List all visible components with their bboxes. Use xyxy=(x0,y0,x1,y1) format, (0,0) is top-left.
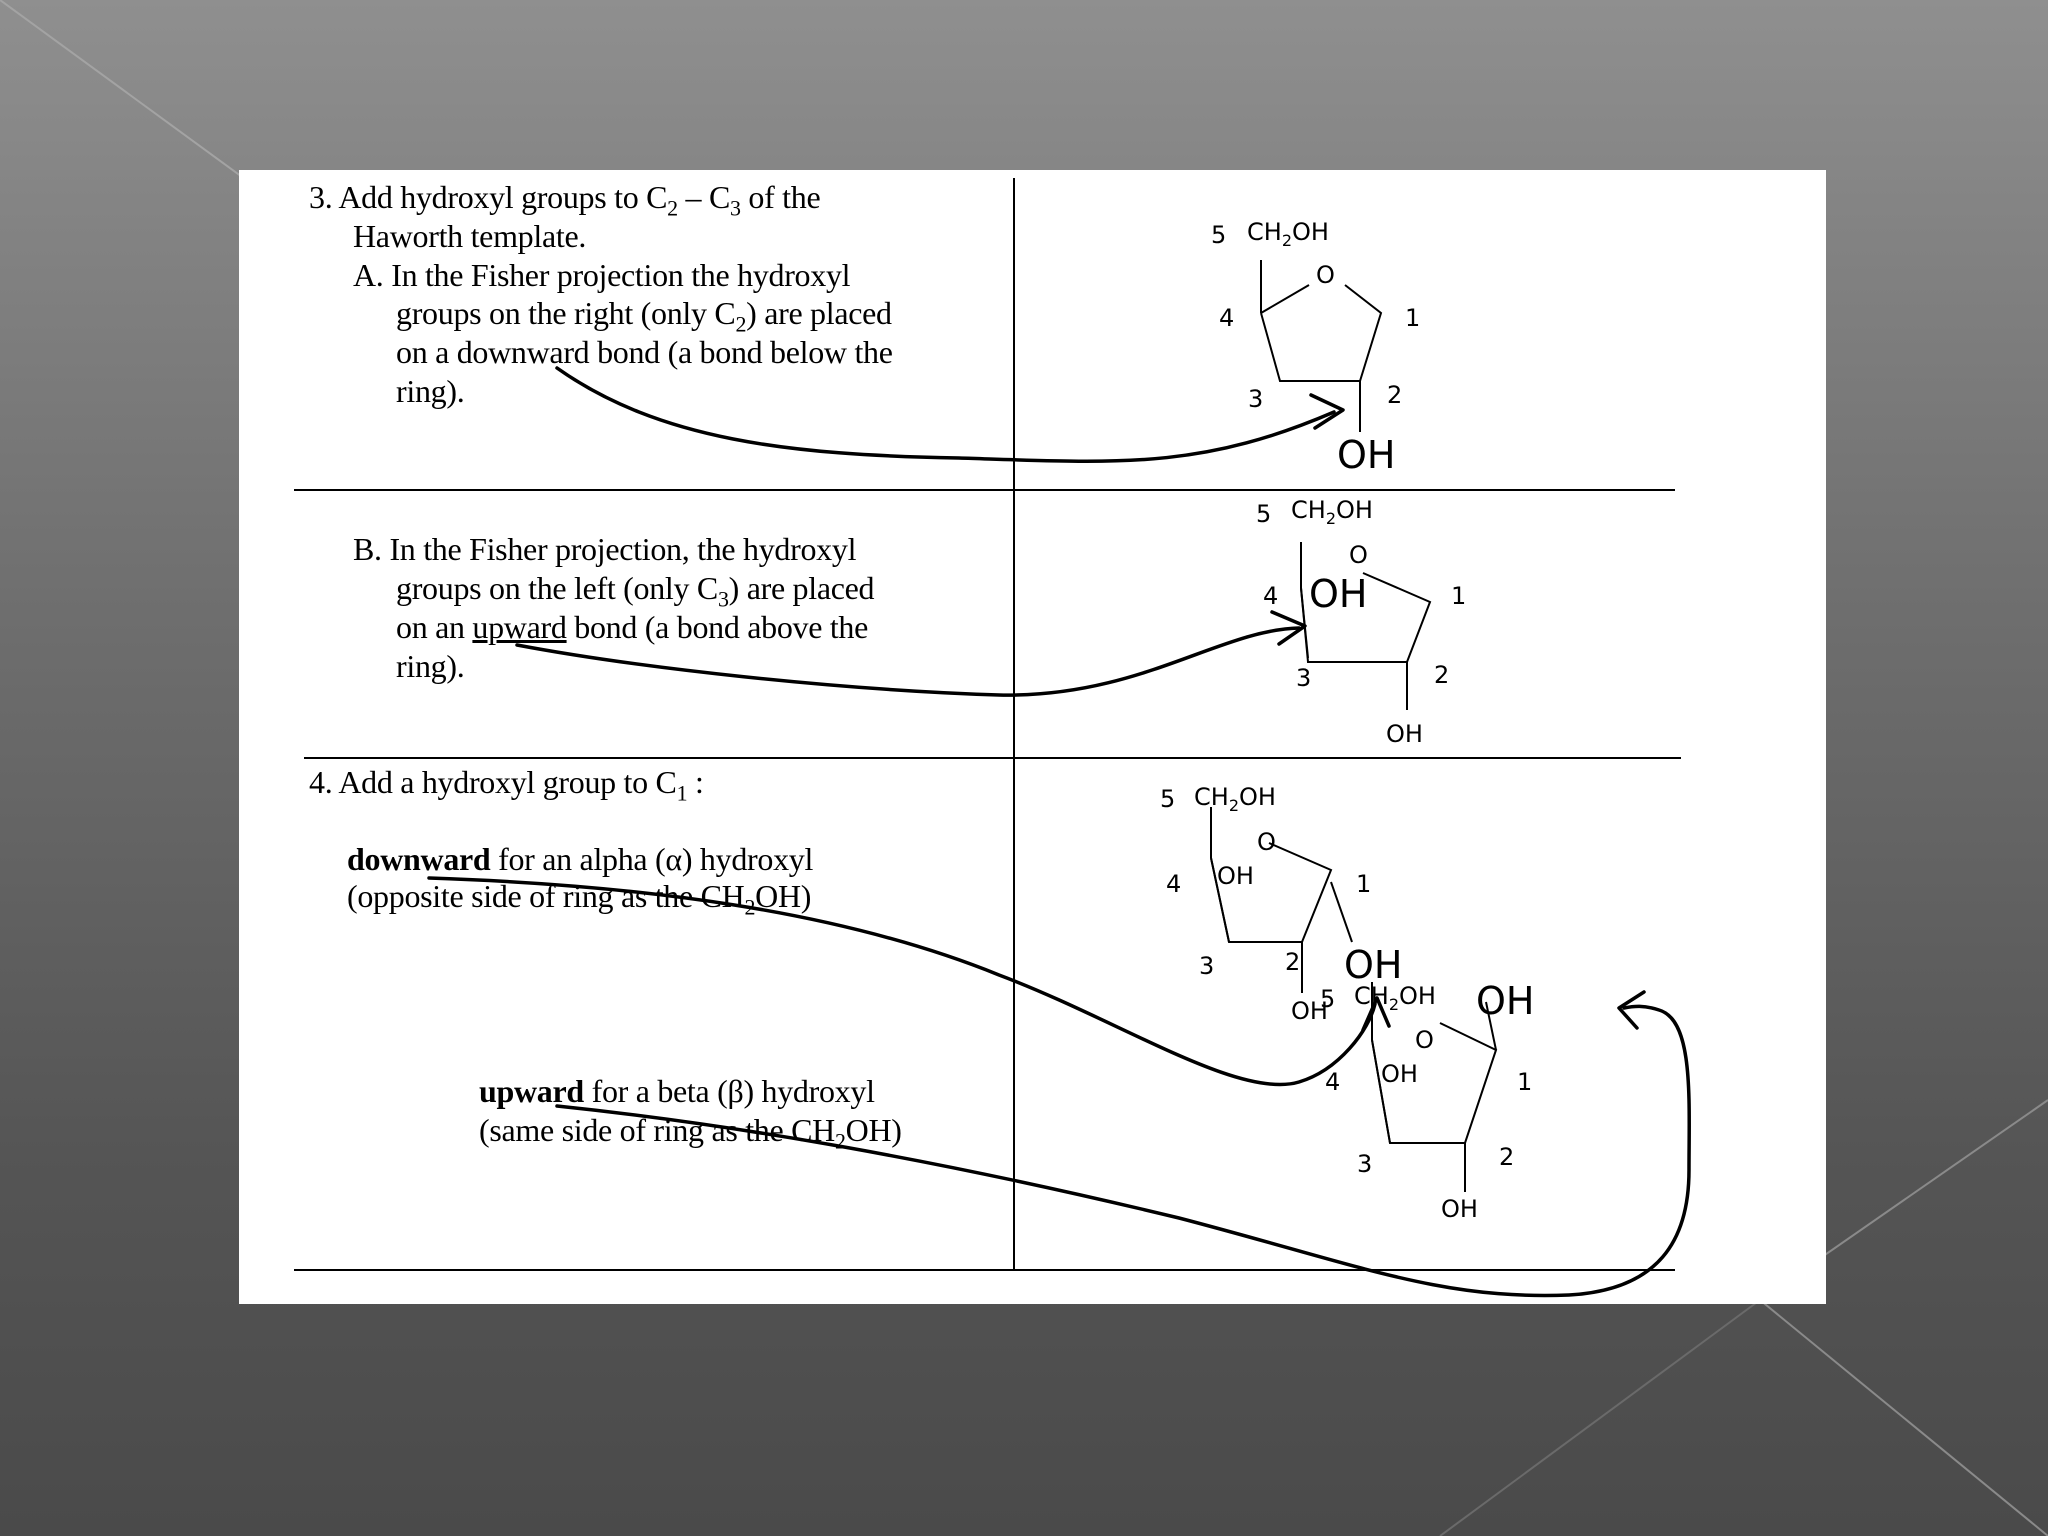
diagram-overlay xyxy=(239,170,1826,1304)
step3b-line3: on an upward bond (a bond above the xyxy=(396,609,869,645)
beta-line1: upward for a beta (β) hydroxyl xyxy=(479,1073,875,1109)
step3b-line2: groups on the left (only $C_3$) are placed xyxy=(396,570,875,612)
s1-c3: 3 xyxy=(1248,385,1264,413)
s2-c4: 4 xyxy=(1263,582,1279,610)
haworth-structure-2 xyxy=(1256,496,1466,748)
s3-ring-o: O xyxy=(1257,828,1276,856)
s4-c1: 1 xyxy=(1517,1068,1533,1096)
s1-c2: 2 xyxy=(1387,381,1403,409)
s2-oh-c2: OH xyxy=(1386,720,1423,748)
s2-c3: 3 xyxy=(1296,664,1312,692)
s2-c1: 1 xyxy=(1451,582,1467,610)
step3-heading: 3. Add hydroxyl groups to $C_2 - C_3$ of the xyxy=(309,179,821,221)
step3a-line2: groups on the right (only $C_2$) are placed xyxy=(396,295,892,337)
arrow-step3a xyxy=(557,368,1334,461)
s1-ch2oh: $CH_2OH$ xyxy=(1247,218,1329,250)
s2-c2: 2 xyxy=(1434,661,1450,689)
s4-ch2oh: $CH_2OH$ xyxy=(1354,982,1436,1014)
haworth-structure-1 xyxy=(1211,218,1420,477)
s3-oh-c1: OH xyxy=(1344,943,1403,987)
s2-ring-o: O xyxy=(1349,541,1368,569)
s4-c2: 2 xyxy=(1499,1143,1515,1171)
step3b-line4: ring). xyxy=(396,648,465,684)
s3-c3: 3 xyxy=(1199,952,1215,980)
s3-c1: 1 xyxy=(1356,870,1372,898)
table-grid xyxy=(294,178,1681,1270)
s3-oh-c2: OH xyxy=(1291,997,1328,1025)
s3-c5: 5 xyxy=(1160,785,1176,813)
step3-heading-line2: Haworth template. xyxy=(353,218,587,254)
alpha-line1: downward for an alpha (α) hydroxyl xyxy=(347,841,814,877)
worksheet-slide xyxy=(239,170,1826,1304)
s2-ch2oh: $CH_2OH$ xyxy=(1291,496,1373,528)
step3a-line4: ring). xyxy=(396,373,465,409)
step4-heading: 4. Add a hydroxyl group to $C_1$ : xyxy=(309,764,704,806)
s1-c1: 1 xyxy=(1405,304,1421,332)
s4-oh-c3: OH xyxy=(1381,1060,1418,1088)
s4-oh-c2: OH xyxy=(1441,1195,1478,1223)
arrow-step3b xyxy=(517,628,1299,695)
s3-oh-c3: OH xyxy=(1217,862,1254,890)
s3-c4: 4 xyxy=(1166,870,1182,898)
s2-c5: 5 xyxy=(1256,500,1272,528)
s1-ring-o: O xyxy=(1316,261,1335,289)
s1-c5: 5 xyxy=(1211,221,1227,249)
haworth-structure-4-beta xyxy=(1320,979,1534,1223)
s3-ch2oh: $CH_2OH$ xyxy=(1194,783,1276,815)
step3a-line1: A. In the Fisher projection the hydroxyl xyxy=(353,257,851,293)
s4-oh-c1: OH xyxy=(1476,979,1535,1023)
s4-c4: 4 xyxy=(1325,1068,1341,1096)
s4-ring-o: O xyxy=(1415,1026,1434,1054)
arrow-alpha xyxy=(429,878,1375,1085)
s1-c4: 4 xyxy=(1219,304,1235,332)
alpha-line2: (opposite side of ring as the $CH_2OH$) xyxy=(347,878,812,920)
s4-c3: 3 xyxy=(1357,1150,1373,1178)
arrow-beta xyxy=(557,1006,1689,1295)
s3-c2: 2 xyxy=(1285,948,1301,976)
s2-oh-c3: OH xyxy=(1309,572,1368,616)
step3a-line3: on a downward bond (a bond below the xyxy=(396,334,893,370)
s1-oh-c2: OH xyxy=(1337,433,1396,477)
s4-c5: 5 xyxy=(1320,985,1336,1013)
beta-line2: (same side of ring as the $CH_2OH$) xyxy=(479,1112,902,1154)
step3b-line1: B. In the Fisher projection, the hydroxyl xyxy=(353,531,857,567)
